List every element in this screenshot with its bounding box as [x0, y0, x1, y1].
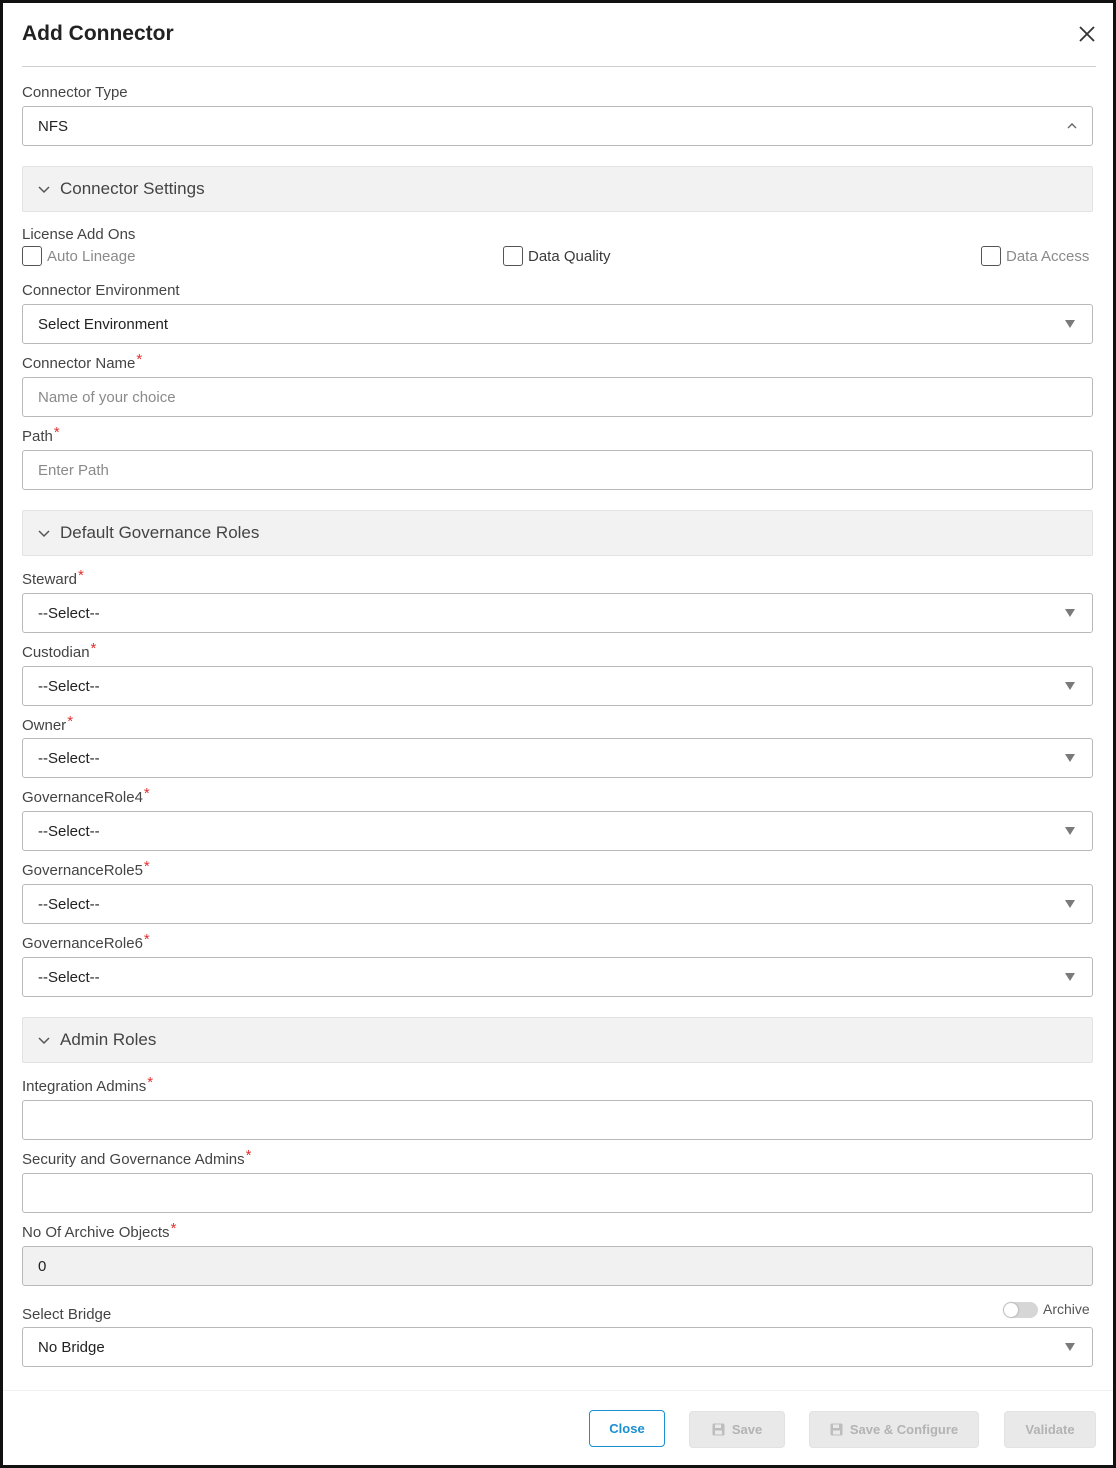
- owner-label: Owner*: [22, 713, 74, 734]
- save-button[interactable]: [689, 1411, 785, 1448]
- validate-button[interactable]: Validate: [1004, 1411, 1096, 1448]
- custodian-select[interactable]: [22, 666, 1093, 706]
- governance-role6-value: --Select--: [38, 968, 100, 986]
- caret-down-icon: [1065, 609, 1075, 617]
- security-admins-label: Security and Governance Admins*: [22, 1147, 252, 1168]
- caret-down-icon: [1065, 320, 1075, 328]
- environment-label: Connector Environment: [22, 282, 180, 299]
- archive-objects-input: [22, 1246, 1093, 1286]
- governance-role6-label: GovernanceRole6*: [22, 931, 150, 952]
- checkbox-label: Auto Lineage: [47, 247, 136, 265]
- connector-name-input[interactable]: [22, 377, 1093, 417]
- custodian-label: Custodian*: [22, 640, 97, 661]
- section-title: Default Governance Roles: [60, 523, 260, 542]
- caret-down-icon: [1065, 682, 1075, 690]
- required-mark: *: [170, 1220, 177, 1237]
- required-mark: *: [78, 567, 84, 584]
- section-title: Connector Settings: [60, 179, 205, 198]
- steward-value: --Select--: [38, 604, 100, 622]
- checkbox-box[interactable]: [22, 246, 42, 266]
- custodian-value: --Select--: [38, 677, 100, 695]
- required-mark: *: [245, 1147, 252, 1164]
- dialog-title: Add Connector: [22, 22, 174, 45]
- section-title: Admin Roles: [60, 1030, 157, 1049]
- bridge-value: No Bridge: [38, 1338, 105, 1356]
- required-mark: *: [90, 640, 97, 657]
- integration-admins-label: Integration Admins*: [22, 1074, 154, 1095]
- checkbox-box[interactable]: [981, 246, 1001, 266]
- section-admin-roles[interactable]: [22, 1017, 1093, 1063]
- connector-type-value: NFS: [38, 117, 68, 135]
- archive-objects-value: 0: [38, 1257, 47, 1275]
- chevron-down-icon: [37, 1033, 51, 1047]
- chevron-down-icon: [37, 182, 51, 196]
- caret-down-icon: [1065, 1343, 1075, 1351]
- archive-toggle[interactable]: [1003, 1302, 1038, 1318]
- section-governance-roles[interactable]: [22, 510, 1093, 556]
- caret-down-icon: [1065, 754, 1075, 762]
- path-input[interactable]: [22, 450, 1093, 490]
- bridge-select[interactable]: [22, 1327, 1093, 1367]
- required-mark: *: [143, 858, 150, 875]
- path-placeholder: Enter Path: [38, 461, 109, 479]
- integration-admins-input[interactable]: [22, 1100, 1093, 1140]
- chevron-up-icon: [1066, 120, 1078, 132]
- governance-role4-label: GovernanceRole4*: [22, 785, 150, 806]
- connector-name-placeholder: Name of your choice: [38, 388, 176, 406]
- checkbox-data-quality[interactable]: [503, 246, 611, 266]
- environment-select[interactable]: [22, 304, 1093, 344]
- caret-down-icon: [1065, 827, 1075, 835]
- governance-role6-select[interactable]: [22, 957, 1093, 997]
- archive-objects-label: No Of Archive Objects*: [22, 1220, 177, 1241]
- required-mark: *: [143, 931, 150, 948]
- required-mark: *: [147, 1074, 154, 1091]
- checkbox-label: Data Access: [1006, 247, 1090, 265]
- owner-select[interactable]: [22, 738, 1093, 778]
- chevron-down-icon: [37, 526, 51, 540]
- caret-down-icon: [1065, 900, 1075, 908]
- save-icon: [830, 1423, 843, 1436]
- steward-label: Steward*: [22, 567, 84, 588]
- steward-select[interactable]: [22, 593, 1093, 633]
- save-configure-label: Save & Configure: [849, 1422, 959, 1437]
- checkbox-box[interactable]: [503, 246, 523, 266]
- required-mark: *: [136, 351, 143, 368]
- close-icon[interactable]: [1076, 23, 1098, 45]
- connector-type-label: Connector Type: [22, 84, 128, 101]
- checkbox-data-access[interactable]: [981, 246, 1089, 266]
- checkbox-auto-lineage[interactable]: [22, 246, 135, 266]
- required-mark: *: [67, 713, 74, 730]
- governance-role4-value: --Select--: [38, 822, 100, 840]
- required-mark: *: [53, 424, 60, 441]
- header-divider: [22, 66, 1096, 67]
- environment-value: Select Environment: [38, 315, 169, 333]
- section-connector-settings[interactable]: [22, 166, 1093, 212]
- bridge-label: Select Bridge: [22, 1306, 112, 1323]
- save-configure-button[interactable]: [809, 1411, 979, 1448]
- connector-type-select[interactable]: [22, 106, 1093, 146]
- caret-down-icon: [1065, 973, 1075, 981]
- required-mark: *: [143, 785, 150, 802]
- archive-label: Archive: [1043, 1301, 1090, 1317]
- toggle-knob: [1004, 1303, 1018, 1317]
- governance-role5-select[interactable]: [22, 884, 1093, 924]
- security-admins-input[interactable]: [22, 1173, 1093, 1213]
- save-icon: [712, 1423, 725, 1436]
- close-button[interactable]: Close: [589, 1410, 665, 1447]
- governance-role5-label: GovernanceRole5*: [22, 858, 150, 879]
- governance-role5-value: --Select--: [38, 895, 100, 913]
- path-label: Path*: [22, 424, 60, 445]
- connector-name-label: Connector Name*: [22, 351, 143, 372]
- governance-role4-select[interactable]: [22, 811, 1093, 851]
- save-label: Save: [731, 1422, 763, 1437]
- license-addons-label: License Add Ons: [22, 226, 136, 243]
- owner-value: --Select--: [38, 749, 100, 767]
- checkbox-label: Data Quality: [528, 247, 611, 265]
